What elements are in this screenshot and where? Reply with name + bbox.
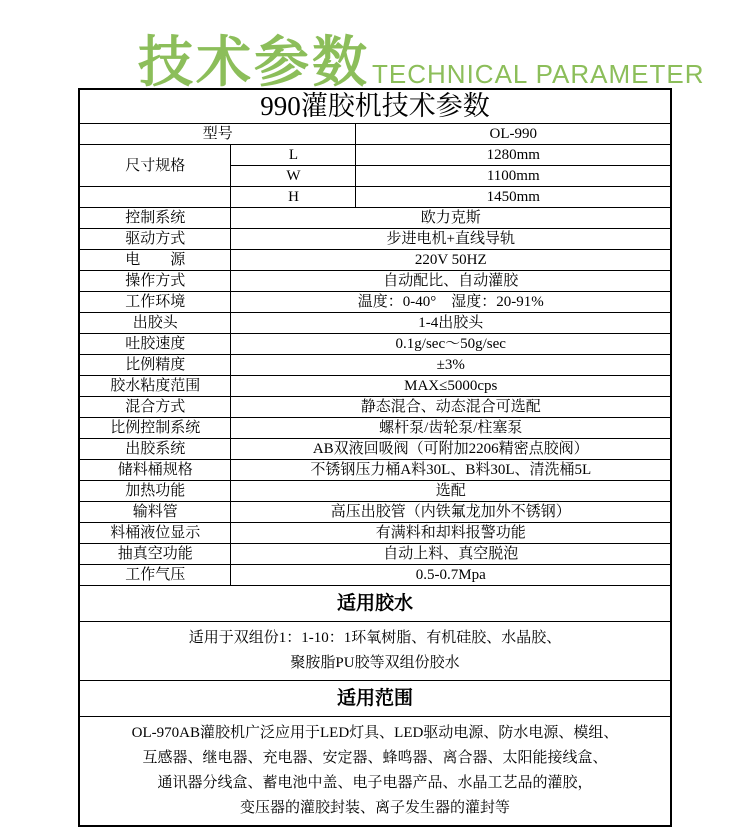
table-title-row [79,89,671,124]
page-header [0,0,750,93]
spec-row [79,208,671,229]
scope-heading-row [79,681,671,717]
scope-text-line2: 互感器、继电器、充电器、安定器、蜂鸣器、离合器、太阳能接线盒、 [142,750,608,766]
spec-label: 加热功能 [79,481,231,502]
spec-label: 操作方式 [79,271,231,292]
dimension-label: 尺寸规格 [79,145,231,187]
table-title: 990灌胶机技术参数 [79,89,671,124]
dimension-value: 1280mm [356,145,671,166]
spec-value: MAX≤5000cps [231,376,671,397]
spec-value: 自动上料、真空脱泡 [231,544,671,565]
glue-heading-row [79,586,671,622]
scope-heading: 适用范围 [79,681,671,717]
spec-label: 出胶头 [79,313,231,334]
spec-row [79,397,671,418]
spec-row [79,418,671,439]
spec-row [79,334,671,355]
glue-text [79,622,671,681]
spec-row [79,481,671,502]
dimension-value: 1100mm [356,166,671,187]
spec-row [79,502,671,523]
scope-text [79,717,671,827]
spec-row [79,313,671,334]
dimension-key: H [231,187,356,208]
scope-text-line4: 变压器的灌胶封装、离子发生器的灌封等 [239,800,510,816]
spec-label: 吐胶速度 [79,334,231,355]
spec-value: 有满料和却料报警功能 [231,523,671,544]
spec-label: 输料管 [79,502,231,523]
spec-label: 储料桶规格 [79,460,231,481]
scope-text-line1: OL-970AB灌胶机广泛应用于LED灯具、LED驱动电源、防水电源、模组、 [131,725,619,741]
scope-text-line3: 通讯器分线盒、蓄电池中盖、电子电器产品、水晶工艺品的灌胶， [157,775,593,791]
dimension-row-h [79,187,671,208]
spec-value: 自动配比、自动灌胶 [231,271,671,292]
header-title-en: TECHNICAL PARAMETER [372,58,705,89]
spec-table [78,88,672,827]
spec-value: 0.5-0.7Mpa [231,565,671,586]
glue-text-row [79,622,671,681]
spec-label: 胶水粘度范围 [79,376,231,397]
spec-value: 0.1g/sec～50g/sec [231,334,671,355]
spec-value: 步进电机+直线导轨 [231,229,671,250]
spec-row [79,523,671,544]
dimension-row-l [79,145,671,166]
spec-label: 工作气压 [79,565,231,586]
dimension-label-empty [79,187,231,208]
spec-row [79,376,671,397]
glue-heading: 适用胶水 [79,586,671,622]
spec-row [79,544,671,565]
spec-row [79,439,671,460]
spec-row [79,565,671,586]
spec-label: 抽真空功能 [79,544,231,565]
dimension-key: L [231,145,356,166]
glue-text-line2: 聚胺脂PU胶等双组份胶水 [290,655,460,671]
scope-text-row [79,717,671,827]
spec-label: 控制系统 [79,208,231,229]
spec-value: 不锈钢压力桶A料30L、B料30L、清洗桶5L [231,460,671,481]
dimension-value: 1450mm [356,187,671,208]
spec-label: 工作环境 [79,292,231,313]
model-label: 型号 [79,124,356,145]
spec-row [79,271,671,292]
spec-value: 1-4出胶头 [231,313,671,334]
spec-label: 比例控制系统 [79,418,231,439]
spec-row [79,460,671,481]
model-value: OL-990 [356,124,671,145]
spec-value: 选配 [231,481,671,502]
spec-row [79,355,671,376]
spec-label: 料桶液位显示 [79,523,231,544]
spec-value: 220V 50HZ [231,250,671,271]
spec-row [79,292,671,313]
glue-text-line1: 适用于双组份1：1-10：1环氧树脂、有机硅胶、水晶胶、 [188,630,562,646]
model-row [79,124,671,145]
spec-value: 温度：0-40° 湿度：20-91% [231,292,671,313]
spec-label: 驱动方式 [79,229,231,250]
spec-label: 混合方式 [79,397,231,418]
spec-label: 电 源 [79,250,231,271]
spec-value: 高压出胶管（内铁氟龙加外不锈钢） [231,502,671,523]
spec-value: 螺杆泵/齿轮泵/柱塞泵 [231,418,671,439]
spec-value: ±3% [231,355,671,376]
spec-value: AB双液回吸阀（可附加2206精密点胶阀） [231,439,671,460]
spec-row [79,250,671,271]
header-title-cn: 技术参数 [138,30,371,93]
spec-row [79,229,671,250]
spec-label: 比例精度 [79,355,231,376]
spec-value: 静态混合、动态混合可选配 [231,397,671,418]
spec-value: 欧力克斯 [231,208,671,229]
dimension-key: W [231,166,356,187]
spec-label: 出胶系统 [79,439,231,460]
